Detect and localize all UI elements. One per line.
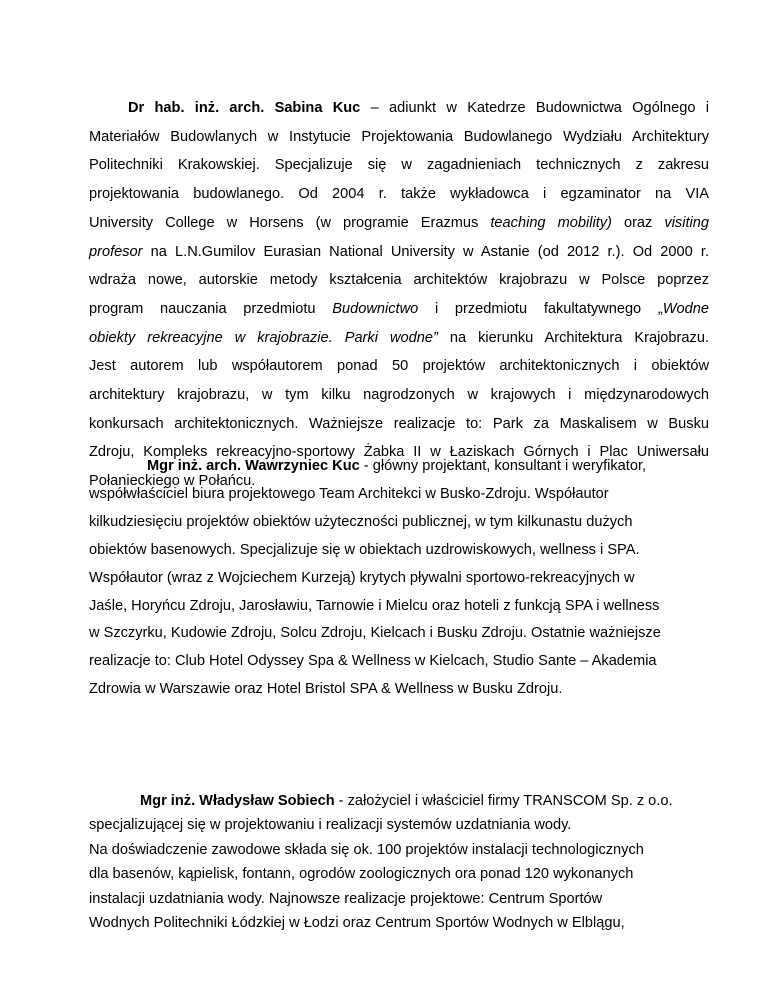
text-line: Połanieckiego w Połańcu.	[89, 473, 256, 490]
text-line: Zdrowia w Warszawie oraz Hotel Bristol SPA & Wellness w Busku Zdroju.	[89, 681, 563, 698]
text-line: kilkudziesięciu projektów obiektów użyteczności publicznej, w tym kilkunastu dużych	[89, 513, 633, 530]
bio-wladyslaw-sobiech	[89, 789, 709, 935]
text-line: dla basenów, kąpielisk, fontann, ogrodów zoologicznych ora ponad 120 wykonanych	[89, 866, 634, 883]
person-name: Dr hab. inż. arch. Sabina Kuc	[128, 100, 361, 116]
text-line: architektury krajobrazu, w tym kilku nagrodzonych w krajowych i międzynarodowych	[89, 387, 709, 404]
person-name: Mgr inż. Władysław Sobiech	[140, 793, 335, 809]
person-name: Mgr inż. arch. Wawrzyniec Kuc	[147, 458, 360, 474]
text-line: Zdroju, Kompleks rekreacyjno-sportowy Żabka II w Łaziskach Górnych i Plac Uniwersału	[89, 444, 709, 461]
text-line: University College w Horsens (w programie Erazmus teaching mobility) oraz visiting	[89, 214, 709, 231]
text-line: obiekty rekreacyjne w krajobrazie. Parki wodne” na kierunku Architektura Krajobrazu.	[89, 329, 709, 346]
text-line: współwłaściciel biura projektowego Team Architekci w Busko-Zdroju. Współautor	[89, 485, 609, 502]
text-line: Jaśle, Horyńcu Zdroju, Jarosławiu, Tarnowie i Mielcu oraz hoteli z funkcją SPA i wellness	[89, 597, 660, 614]
text-line: Na doświadczenie zawodowe składa się ok. 100 projektów instalacji technologicznych	[89, 841, 644, 858]
text-line: konkursach architektonicznych. Ważniejsze realizacje to: Park za Maskalisem w Busku	[89, 415, 709, 432]
text-line: Wodnych Politechniki Łódzkiej w Łodzi oraz Centrum Sportów Wodnych w Elblągu,	[89, 915, 625, 932]
text-line: Jest autorem lub współautorem ponad 50 projektów architektonicznych i obiektów	[89, 358, 709, 375]
text-line: realizacje to: Club Hotel Odyssey Spa & Wellness w Kielcach, Studio Sante – Akademia	[89, 653, 657, 670]
text-line: Dr hab. inż. arch. Sabina Kuc – adiunkt w Katedrze Budownictwa Ogólnego i	[128, 100, 710, 116]
text-line: profesor na L.N.Gumilov Eurasian National University w Astanie (od 2012 r.). Od 2000 r.	[89, 243, 709, 260]
text-line: Politechniki Krakowskiej. Specjalizuje się w zagadnieniach technicznych z zakresu	[89, 157, 709, 174]
text-line: program nauczania przedmiotu Budownictwo i przedmiotu fakultatywnego „Wodne	[89, 300, 710, 317]
text-line: instalacji uzdatniania wody. Najnowsze realizacje projektowe: Centrum Sportów	[89, 890, 603, 907]
bio-sabina-kuc	[89, 94, 709, 496]
text-line: Mgr inż. Władysław Sobiech - założyciel i właściciel firmy TRANSCOM Sp. z o.o.	[140, 793, 673, 809]
text-line: Mgr inż. arch. Wawrzyniec Kuc - główny projektant, konsultant i weryfikator,	[147, 458, 647, 474]
text-line: obiektów basenowych. Specjalizuje się w obiektach uzdrowiskowych, wellness i SPA.	[89, 541, 640, 558]
text-line: projektowania budowlanego. Od 2004 r. także wykładowca i egzaminator na VIA	[89, 186, 709, 203]
text-line: Współautor (wraz z Wojciechem Kurzeją) krytych pływalni sportowo-rekreacyjnych w	[89, 569, 635, 586]
text-line: specjalizującej się w projektowaniu i realizacji systemów uzdatniania wody.	[89, 817, 572, 834]
text-line: Materiałów Budowlanych w Instytucie Projektowania Budowlanego Wydziału Architektury	[89, 128, 709, 145]
bio-wawrzyniec-kuc	[89, 453, 709, 704]
text-line: w Szczyrku, Kudowie Zdroju, Solcu Zdroju, Kielcach i Busku Zdroju. Ostatnie ważniejsze	[89, 625, 661, 642]
text-line: wdraża nowe, autorskie metody kształcenia architektów krajobrazu w Polsce poprzez	[89, 272, 709, 289]
